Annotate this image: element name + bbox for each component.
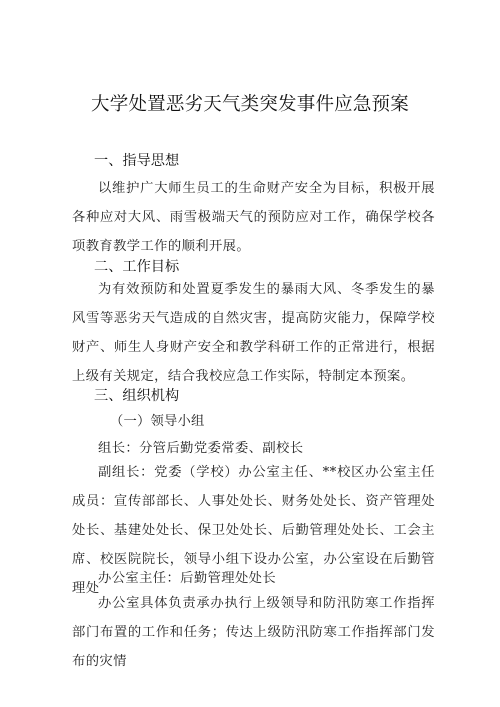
leader-line: 组长：分管后勤党委常委、副校长 [98, 441, 304, 456]
section-heading-organization: 三、组织机构 [94, 388, 180, 404]
deputy-and-members-paragraph: 副组长：党委（学校）办公室主任、**校区办公室主任成员：宣传部部长、人事处处长、财务处处长、资产管理处处长、基建处处长、保卫处处长、后勤管理处处长、工会主席、校医院院长，领导小组下设办公室，办公室设在后勤管理处 [72, 465, 435, 596]
office-duty-paragraph: 办公室具体负责承办执行上级领导和防汛防寒工作指挥部门布置的工作和任务；传达上级防汛防寒工作指挥部门发布的灾情 [72, 596, 435, 669]
office-director-line: 办公室主任：后勤管理处处长 [98, 571, 277, 586]
section-text-guiding-ideology: 以维护广大师生员工的生命财产安全为目标，积极开展各种应对大风、雨雪极端天气的预防应对工作，确保学校各项教育教学工作的顺利开展。 [72, 181, 435, 254]
section-text-work-goals: 为有效预防和处置夏季发生的暴雨大风、冬季发生的暴风雪等恶劣天气造成的自然灾害，提高防灾能力，保障学校财产、师生人身财产安全和教学科研工作的正常进行，根据上级有关规定，结合我校应急工作实际，特制定本预案。 [72, 282, 435, 384]
section-heading-guiding-ideology: 一、指导思想 [94, 153, 180, 169]
subheading-leadership-group: （一）领导小组 [110, 414, 205, 429]
document-title: 大学处置恶劣天气类突发事件应急预案 [91, 94, 409, 115]
section-heading-work-goals: 二、工作目标 [94, 259, 180, 275]
